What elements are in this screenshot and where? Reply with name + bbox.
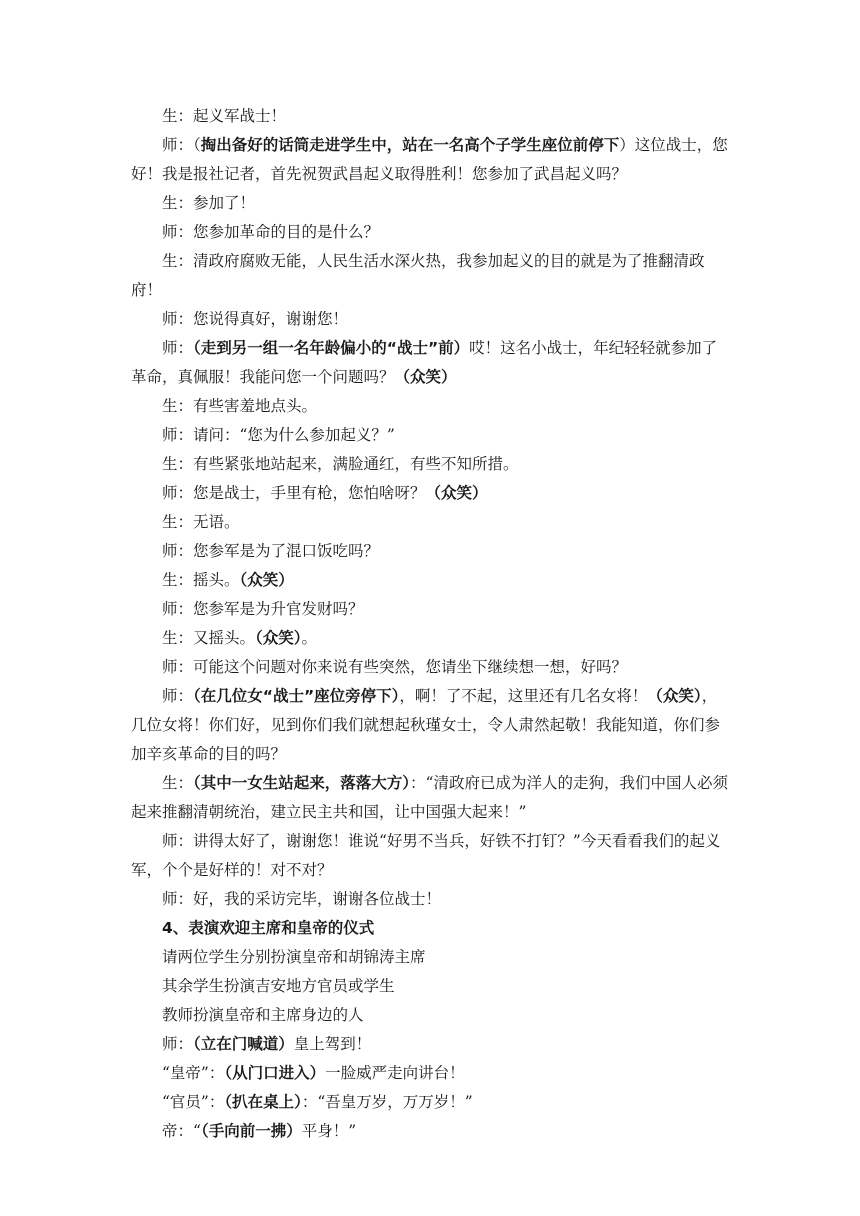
bold-text-run: （从门口进入） (224, 1064, 326, 1082)
paragraph (131, 943, 731, 972)
text-run: 生：无语。 (162, 513, 240, 531)
text-run: ，啊！了不起，这里还有几名女将！ (399, 687, 648, 705)
text-run: 生： (162, 774, 194, 792)
paragraph (131, 624, 731, 653)
text-run: 师：您参军是为了混口饭吃吗？ (162, 542, 380, 560)
text-run: 生：有些害羞地点头。 (162, 397, 318, 415)
bold-text-run: （其中一女生站起来，落落大方） (193, 774, 411, 792)
paragraph (131, 537, 731, 566)
text-run: 师：（ (162, 136, 201, 154)
bold-text-run: （手向前一拂） (200, 1122, 302, 1140)
bold-text-run: 掏出备好的话筒走进学生中，站在一名高个子学生座位前停下 (200, 136, 620, 154)
paragraph (131, 131, 731, 189)
bold-text-run: （众笑） (239, 571, 294, 589)
paragraph (131, 827, 731, 885)
text-run: 师：讲得太好了，谢谢您！谁说“好男不当兵，好铁不打钉？”今天看看我们的起义军，个个是好样的！对不对？ (131, 832, 721, 879)
paragraph (131, 653, 731, 682)
paragraph (131, 421, 731, 450)
paragraph (131, 1117, 731, 1146)
document-body (131, 102, 731, 1146)
text-run: 师： (162, 687, 194, 705)
text-run: 平身！” (301, 1122, 357, 1140)
paragraph (131, 885, 731, 914)
text-run: 师：您是战士，手里有枪，您怕啥呀？ (162, 484, 426, 502)
text-run: “皇帝”： (162, 1064, 225, 1082)
paragraph (131, 1001, 731, 1030)
paragraph (131, 914, 731, 943)
paragraph (131, 479, 731, 508)
text-run: 请两位学生分别扮演皇帝和胡锦涛主席 (162, 948, 426, 966)
text-run: 生：清政府腐败无能，人民生活水深火热，我参加起义的目的就是为了推翻清政府！ (131, 252, 705, 299)
text-run: 师：您参加革命的目的是什么？ (162, 223, 380, 241)
text-run: 师：请问：“您为什么参加起义？” (162, 426, 395, 444)
bold-text-run: （走到另一组一名年龄偏小的“战士”前） (193, 339, 470, 357)
text-run: ）这位战士，您好！我是报社记者，首先祝贺武昌起义取得胜利！您参加了武昌起义吗？ (131, 136, 728, 183)
text-run: ：“吾皇万岁，万万岁！” (301, 1093, 473, 1111)
paragraph (131, 450, 731, 479)
paragraph (131, 682, 731, 769)
paragraph (131, 218, 731, 247)
text-run: 生：参加了！ (162, 194, 256, 212)
paragraph (131, 1088, 731, 1117)
text-run: 师：您说得真好，谢谢您！ (162, 310, 349, 328)
text-run: 一脸威严走向讲台！ (325, 1064, 465, 1082)
text-run: 生：起义军战士！ (162, 107, 287, 125)
bold-text-run: （众笑） (647, 687, 702, 705)
bold-text-run: （扒在桌上） (224, 1093, 302, 1111)
paragraph (131, 566, 731, 595)
text-run: 皇上驾到！ (293, 1035, 372, 1053)
text-run: 师：您参军是为升官发财吗？ (162, 600, 364, 618)
bold-text-run: 4、表演欢迎主席和皇帝的仪式 (162, 919, 375, 937)
bold-text-run: （众笑） (394, 368, 457, 386)
text-run: 师： (162, 339, 194, 357)
paragraph (131, 595, 731, 624)
paragraph (131, 1030, 731, 1059)
text-run: 教师扮演皇帝和主席身边的人 (162, 1006, 364, 1024)
paragraph (131, 769, 731, 827)
paragraph (131, 508, 731, 537)
text-run: “官员”： (162, 1093, 225, 1111)
paragraph (131, 392, 731, 421)
paragraph (131, 305, 731, 334)
text-run: 帝：“ (162, 1122, 201, 1140)
bold-text-run: （众笑） (425, 484, 488, 502)
text-run: 生：摇头。 (162, 571, 240, 589)
paragraph (131, 247, 731, 305)
text-run: 师： (162, 1035, 194, 1053)
text-run: 生：有些紧张地站起来，满脸通红，有些不知所措。 (162, 455, 519, 473)
paragraph (131, 1059, 731, 1088)
paragraph (131, 189, 731, 218)
text-run: ：“清政府已成为洋人的走狗，我们中国人必须起来推翻清朝统治，建立民主共和国，让中国强大起来！” (131, 774, 728, 821)
paragraph (131, 334, 731, 392)
text-run: 其余学生扮演吉安地方官员或学生 (162, 977, 395, 995)
paragraph (131, 972, 731, 1001)
bold-text-run: （众笑） (255, 629, 302, 647)
bold-text-run: （在几位女“战士”座位旁停下） (193, 687, 400, 705)
text-run: 师：好，我的采访完毕，谢谢各位战士！ (162, 890, 442, 908)
text-run: 生：又摇头。 (162, 629, 256, 647)
text-run: 哎！这名小战士，年纪轻轻就参加了革命，真佩服！我能问您一个问题吗？ (131, 339, 718, 386)
text-run: ，几位女将！你们好，见到你们我们就想起秋瑾女士，令人肃然起敬！我能知道，你们参加辛亥革命的目的吗？ (131, 687, 721, 763)
text-run: 师：可能这个问题对你来说有些突然，您请坐下继续想一想，好吗？ (162, 658, 628, 676)
paragraph (131, 102, 731, 131)
text-run: 。 (301, 629, 318, 647)
bold-text-run: （立在门喊道） (193, 1035, 294, 1053)
